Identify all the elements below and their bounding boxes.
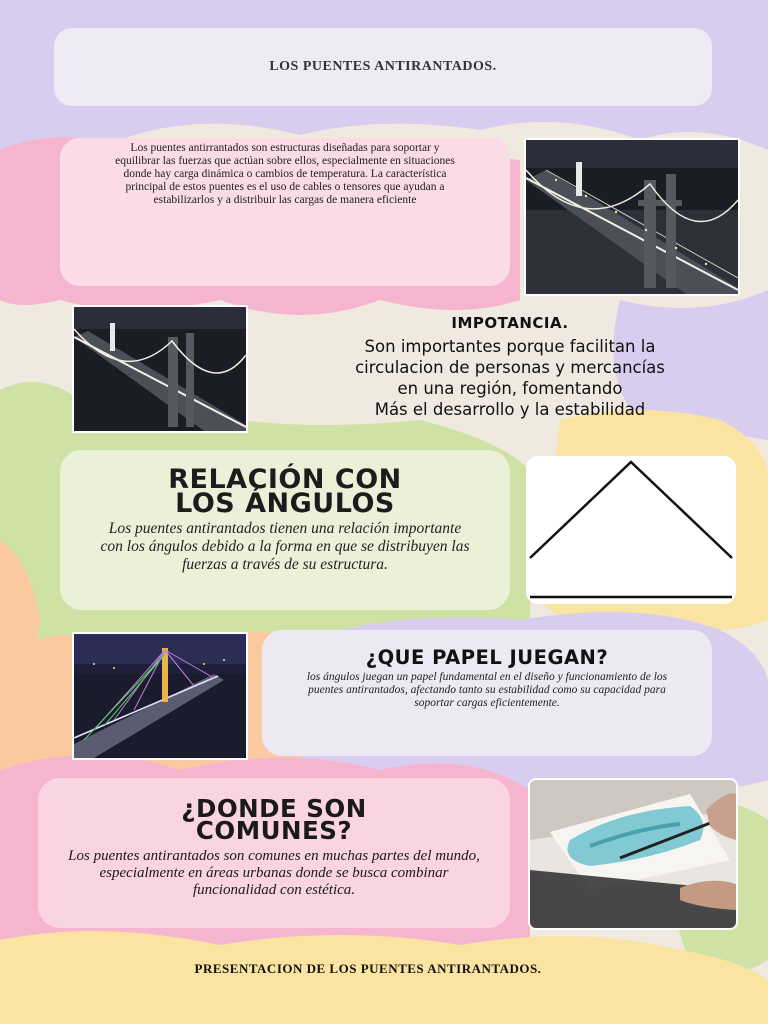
role-title: ¿QUE PAPEL JUEGAN?: [365, 646, 609, 669]
where-common-section: [38, 778, 510, 928]
where-common-body: Los puentes antirantados son comunes en muchas partes del mundo, especialmente en áreas urbanas donde se busca combinar funcionalidad con estética.: [68, 848, 480, 898]
where-title-line: ¿DONDE SON: [181, 794, 367, 823]
angles-title-line: LOS ÁNGULOS: [175, 488, 395, 519]
triangle-angle-diagram: [526, 456, 736, 604]
page-title: LOS PUENTES ANTIRANTADOS.: [269, 59, 497, 74]
role-body: los ángulos juegan un papel fundamental en el diseño y funcionamiento de los puentes antirantados, afectando tanto su estabilidad como su capacidad para soportar cargas eficientemente.: [306, 671, 668, 709]
importance-line: Más el desarrollo y la estabilidad: [374, 400, 646, 419]
importance-section: [262, 314, 758, 420]
importance-line: en una región, fomentando: [397, 379, 623, 398]
title-banner: [54, 28, 712, 106]
angles-title-line: RELACIÓN CON: [168, 464, 402, 495]
cable-stayed-bridge-lights-photo: [72, 632, 248, 760]
importance-line: Son importantes porque facilitan la: [364, 337, 656, 356]
importance-title: IMPOTANCIA.: [451, 314, 569, 332]
painting-brush-photo: [528, 778, 738, 930]
suspension-bridge-night-photo: [524, 138, 740, 296]
where-common-title: [38, 794, 510, 845]
importance-line: circulacion de personas y mercancías: [355, 358, 665, 377]
angles-relation-title: [60, 464, 510, 519]
angles-relation-body: Los puentes antirantados tienen una relación importante con los ángulos debido a la forma en que se distribuyen las fuerzas a través de su estructura.: [100, 520, 470, 573]
angles-relation-section: [60, 450, 510, 610]
intro-paragraph: Los puentes antirrantados son estructuras diseñadas para soportar y equilibrar las fuerzas que actúan sobre ellos, especialmente en situaciones donde hay carga dinámica o cambios de temperatura. La característica principal de estos puentes es el uso de cables o tensores que ayudan a estabilizarlos y a distribuir las cargas de manera eficiente: [60, 138, 510, 286]
suspension-bridge-night-photo: [72, 305, 248, 433]
where-title-line: COMUNES?: [195, 816, 353, 845]
role-section: [262, 630, 712, 756]
footer-caption: PRESENTACION DE LOS PUENTES ANTIRANTADOS.: [194, 961, 542, 976]
